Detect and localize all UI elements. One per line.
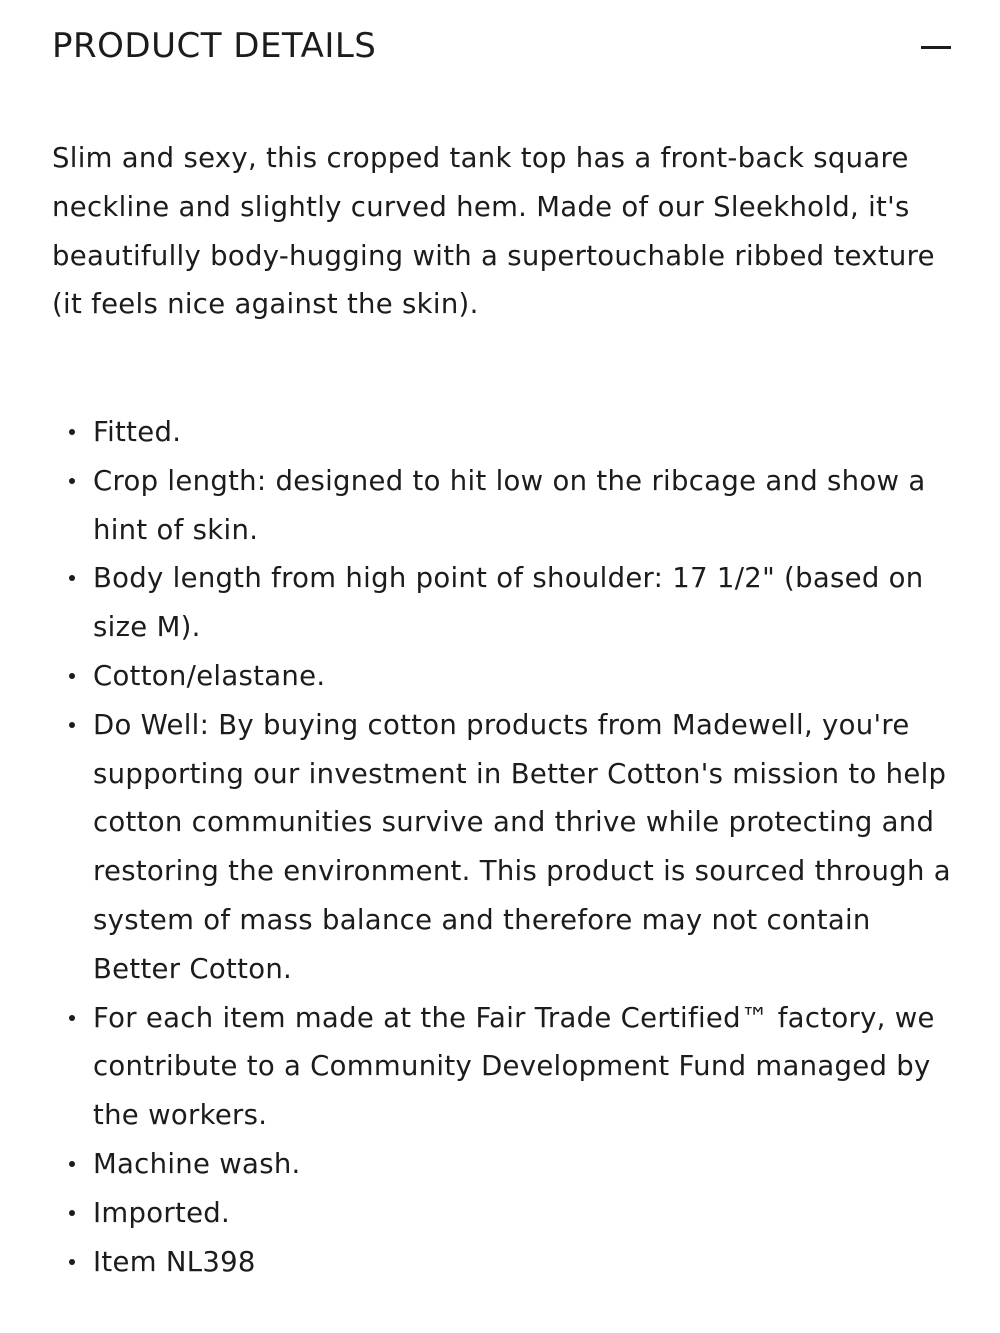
list-item-text: Machine wash. — [93, 1147, 301, 1180]
list-item — [52, 457, 952, 555]
list-item — [52, 701, 952, 994]
list-item-text: Imported. — [93, 1196, 231, 1229]
list-item-text: Fitted. — [93, 416, 182, 448]
product-details-list — [52, 408, 952, 1286]
bullet-icon — [69, 1161, 75, 1167]
bullet-icon — [69, 575, 75, 581]
list-item — [52, 554, 952, 652]
bullet-icon — [69, 478, 75, 484]
product-description: Slim and sexy, this cropped tank top has a front-back square neckline and slightly curved hem. Made of our Sleekhold, it's beautifully body-hugging with a supertouchable ribbed texture (it feels nice against the skin). — [52, 142, 935, 321]
minus-icon-bar — [921, 46, 951, 49]
bullet-icon — [69, 429, 75, 435]
list-item — [52, 408, 952, 457]
bullet-icon — [69, 722, 75, 728]
bullet-icon — [69, 1210, 75, 1216]
list-item-text: Cotton/elastane. — [93, 659, 326, 692]
minus-icon[interactable] — [920, 30, 952, 62]
list-item-text: Do Well: By buying cotton products from Madewell, you're supporting our investment in Better Cotton's mission to help cotton communities survive and thrive while protecting and restoring the environment. This product is sourced through a system of mass balance and therefore may not contain Better Cotton. — [93, 708, 951, 985]
list-item — [52, 652, 952, 701]
list-item — [52, 1189, 952, 1238]
list-item-text: For each item made at the Fair Trade Certified™ factory, we contribute to a Community Development Fund managed by the workers. — [93, 1001, 935, 1132]
list-item-text: Item NL398 — [93, 1245, 256, 1278]
list-item — [52, 1238, 952, 1287]
product-details-title: PRODUCT DETAILS — [52, 26, 377, 66]
bullet-icon — [69, 673, 75, 679]
list-item — [52, 1140, 952, 1189]
list-item — [52, 994, 952, 1140]
bullet-icon — [69, 1259, 75, 1265]
list-item-text: Crop length: designed to hit low on the ribcage and show a hint of skin. — [93, 464, 926, 546]
bullet-icon — [69, 1015, 75, 1021]
list-item-text: Body length from high point of shoulder: 17 1/2" (based on size M). — [93, 562, 924, 644]
product-details-header[interactable] — [52, 22, 952, 70]
